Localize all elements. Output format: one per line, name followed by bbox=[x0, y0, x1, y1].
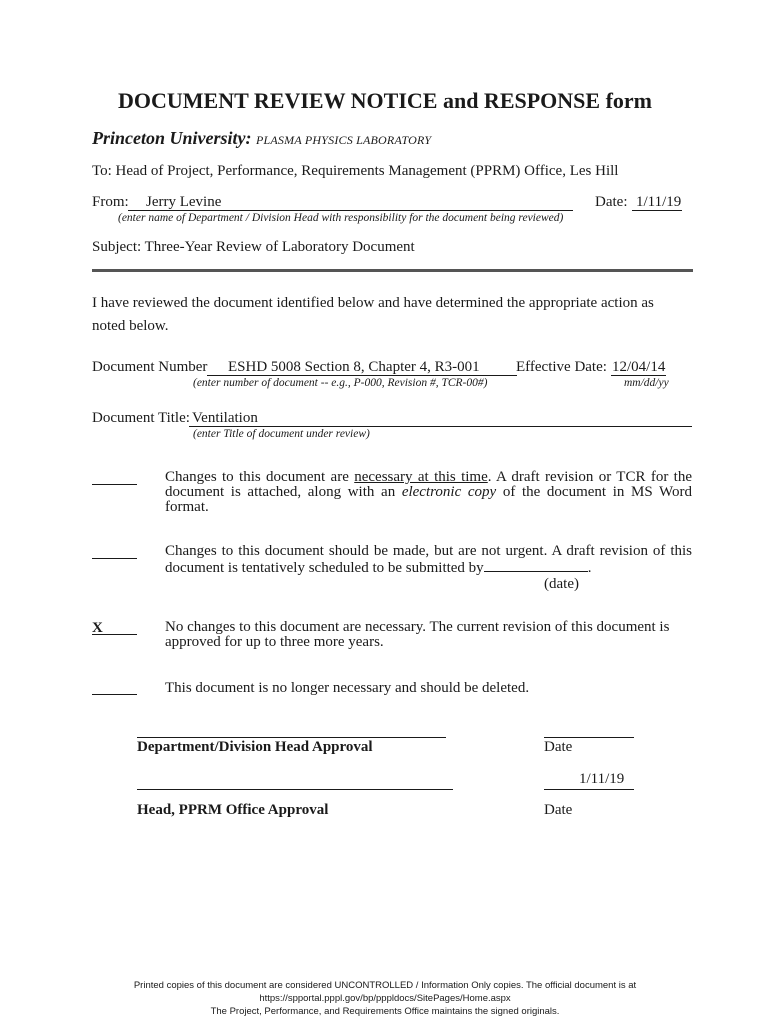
sig2-date-label: Date bbox=[544, 802, 573, 818]
doctitle-note: (enter Title of document under review) bbox=[193, 428, 370, 440]
option1-text-italic: electronic copy bbox=[401, 484, 497, 500]
sig2-date-field[interactable]: 1/11/19 bbox=[579, 771, 625, 787]
doctitle-label: Document Title: bbox=[92, 410, 190, 426]
effective-note: mm/dd/yy bbox=[624, 377, 669, 389]
option4-checkline[interactable] bbox=[92, 694, 137, 695]
sig2-line[interactable] bbox=[137, 789, 453, 790]
sig1-label: Department/Division Head Approval bbox=[137, 739, 373, 755]
section-divider bbox=[92, 269, 693, 272]
university-name: Princeton University bbox=[92, 128, 246, 148]
doctitle-underline bbox=[189, 426, 692, 427]
to-line: To: Head of Project, Performance, Requirements Management (PPRM) Office, Les Hill bbox=[92, 163, 619, 179]
option3-mark: X bbox=[92, 620, 103, 636]
option1-text-underlined: necessary at this time bbox=[354, 469, 488, 485]
option2-line2-end: . bbox=[587, 560, 592, 576]
docnum-note: (enter number of document -- e.g., P-000, Revision #, TCR-00#) bbox=[193, 377, 488, 389]
from-label: From: bbox=[92, 194, 129, 210]
option3-line2: approved for up to three more years. bbox=[165, 634, 384, 650]
option1-checkline[interactable] bbox=[92, 484, 137, 485]
option2-line2: document is tentatively scheduled to be submitted by bbox=[165, 560, 484, 576]
intro-line-1: I have reviewed the document identified below and have determined the appropriate action as bbox=[92, 295, 654, 311]
option1-text-e: format. bbox=[165, 499, 209, 515]
form-title: DOCUMENT REVIEW NOTICE and RESPONSE form bbox=[118, 88, 652, 113]
effective-field[interactable]: 12/04/14 bbox=[612, 359, 666, 375]
option2-checkline[interactable] bbox=[92, 558, 137, 559]
sig2-date-line bbox=[544, 789, 634, 790]
option2-date-hint: (date) bbox=[544, 576, 579, 592]
option4-text: This document is no longer necessary and should be deleted. bbox=[165, 680, 530, 696]
footer bbox=[0, 979, 770, 1018]
footer-url: https://spportal.pppl.gov/bp/pppldocs/SitePages/Home.aspx bbox=[259, 993, 511, 1004]
from-note: (enter name of Department / Division Head with responsibility for the document being reviewed) bbox=[118, 212, 564, 224]
option1-text bbox=[165, 470, 692, 515]
option3-text bbox=[165, 620, 692, 650]
option2-text bbox=[165, 544, 692, 576]
from-field[interactable]: Jerry Levine bbox=[146, 194, 222, 210]
option1-text-d: of the document in MS Word bbox=[496, 484, 693, 500]
date-field[interactable]: 1/11/19 bbox=[636, 194, 682, 210]
footer-line-1: Printed copies of this document are considered UNCONTROLLED / Information Only copies. The official document is at bbox=[133, 980, 637, 991]
footer-line-3: The Project, Performance, and Requirements Office maintains the signed originals. bbox=[210, 1006, 560, 1017]
effective-label: Effective Date: bbox=[516, 359, 607, 375]
sig2-label: Head, PPRM Office Approval bbox=[137, 802, 329, 818]
sig1-line[interactable] bbox=[137, 737, 446, 738]
intro-line-2: noted below. bbox=[92, 318, 169, 334]
option1-text-c: document is attached, along with an bbox=[165, 484, 402, 500]
option2-date-blank[interactable] bbox=[484, 559, 588, 572]
docnum-field[interactable]: ESHD 5008 Section 8, Chapter 4, R3-001 bbox=[228, 359, 480, 375]
doctitle-field[interactable]: Ventilation bbox=[192, 410, 258, 426]
university-colon: : bbox=[245, 128, 252, 148]
option1-text-a: Changes to this document are bbox=[165, 469, 355, 485]
sig1-date-label: Date bbox=[544, 739, 573, 755]
subject-line: Subject: Three-Year Review of Laboratory Document bbox=[92, 239, 415, 255]
sig1-date-line[interactable] bbox=[544, 737, 634, 738]
option1-text-b: . A draft revision or TCR for the bbox=[487, 469, 692, 485]
option3-line1: No changes to this document are necessary. The current revision of this document is bbox=[165, 619, 670, 635]
lab-name: PLASMA PHYSICS LABORATORY bbox=[256, 133, 432, 147]
docnum-label: Document Number bbox=[92, 359, 208, 375]
date-label: Date: bbox=[595, 194, 628, 210]
option2-line1: Changes to this document should be made, but are not urgent. A draft revision of this bbox=[165, 543, 692, 559]
university-header bbox=[92, 128, 431, 149]
